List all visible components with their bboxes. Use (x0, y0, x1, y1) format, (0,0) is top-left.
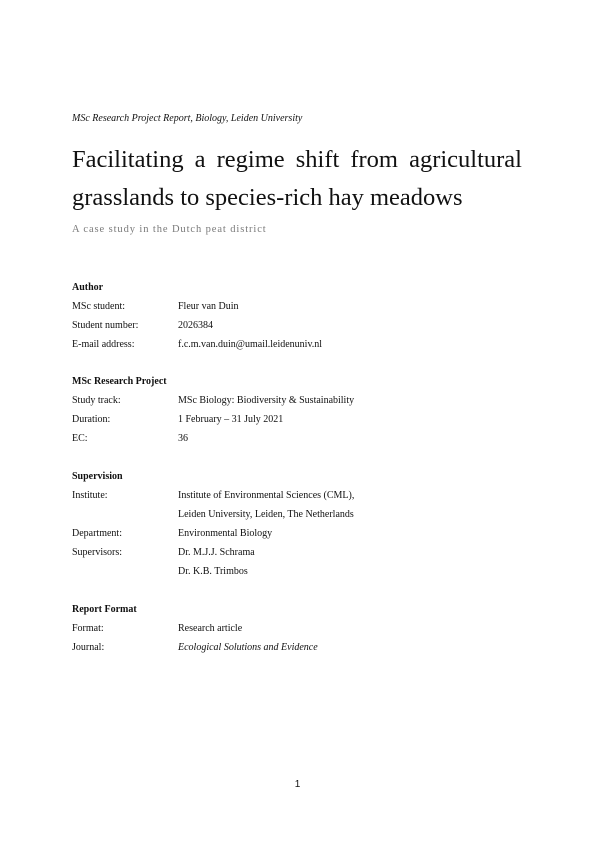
row-value: Ecological Solutions and Evidence (178, 642, 318, 653)
row-value: Fleur van Duin (178, 301, 239, 312)
project-row-study-track (72, 391, 532, 410)
project-row-ec (72, 429, 532, 448)
report-format-row-format (72, 619, 532, 638)
row-label: E-mail address: (72, 339, 135, 350)
row-value: Research article (178, 623, 243, 634)
row-value: 1 February – 31 July 2021 (178, 414, 284, 425)
row-label (72, 505, 178, 524)
row-label: Duration: (72, 414, 111, 425)
project-row-duration (72, 410, 532, 429)
supervision-section (72, 467, 532, 581)
row-label: Study track: (72, 395, 121, 406)
row-label: Journal: (72, 642, 105, 653)
supervision-row-supervisors (72, 543, 532, 562)
document-title (72, 141, 522, 217)
row-label (72, 562, 178, 581)
row-value: Environmental Biology (178, 528, 273, 539)
row-value: Leiden University, Leiden, The Netherlands (178, 509, 354, 520)
running-header: MSc Research Project Report, Biology, Leiden University (72, 113, 303, 124)
row-label: Supervisors: (72, 547, 122, 558)
supervision-row-institute-cont (72, 505, 532, 524)
document-subtitle: A case study in the Dutch peat district (72, 224, 267, 235)
project-heading: MSc Research Project (72, 376, 167, 387)
row-value: Dr. K.B. Trimbos (178, 566, 248, 577)
row-label: Student number: (72, 320, 139, 331)
page-number: 1 (294, 779, 301, 790)
report-format-heading: Report Format (72, 604, 137, 615)
author-row-student (72, 297, 532, 316)
author-row-student-number (72, 316, 532, 335)
supervision-row-department (72, 524, 532, 543)
row-label: EC: (72, 433, 88, 444)
report-format-row-journal (72, 638, 532, 657)
row-value: MSc Biology: Biodiversity & Sustainability (178, 395, 355, 406)
author-section (72, 278, 532, 354)
row-label: Department: (72, 528, 122, 539)
supervision-row-supervisors-cont (72, 562, 532, 581)
title-line-1: Facilitating a regime shift from agricultural (72, 146, 522, 173)
row-value: 36 (178, 433, 188, 444)
author-heading: Author (72, 282, 104, 293)
row-value: 2026384 (178, 320, 213, 331)
row-value: f.c.m.van.duin@umail.leidenuniv.nl (178, 339, 323, 350)
report-format-section (72, 600, 532, 657)
row-label: MSc student: (72, 301, 126, 312)
author-row-email (72, 335, 532, 354)
row-value: Dr. M.J.J. Schrama (178, 547, 255, 558)
title-line-2: grasslands to species-rich hay meadows (72, 184, 463, 211)
row-label: Institute: (72, 490, 108, 501)
row-label: Format: (72, 623, 104, 634)
row-value: Institute of Environmental Sciences (CML), (178, 490, 355, 501)
supervision-row-institute (72, 486, 532, 505)
project-section (72, 372, 532, 448)
supervision-heading: Supervision (72, 471, 123, 482)
